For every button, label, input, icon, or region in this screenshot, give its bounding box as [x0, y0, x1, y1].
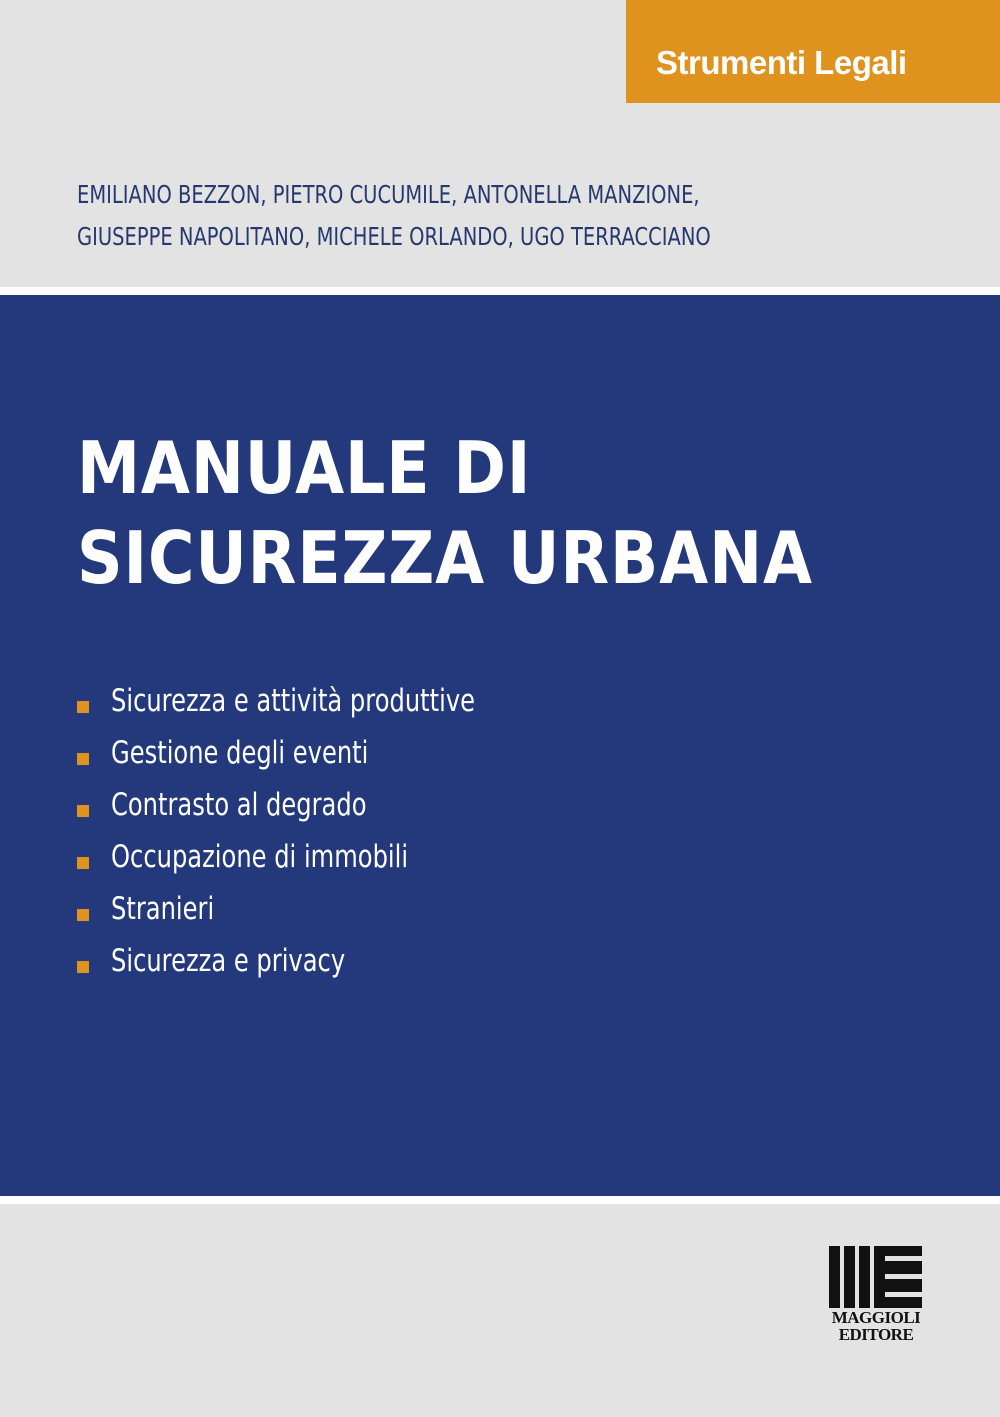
series-tab: [626, 0, 1000, 103]
publisher-name: MAGGIOLI: [831, 1308, 921, 1327]
bullet-icon: [77, 805, 89, 817]
topic-text: Sicurezza e privacy: [111, 943, 346, 979]
bullet-icon: [77, 961, 89, 973]
topic-text: Stranieri: [111, 891, 215, 927]
divider-top: [0, 287, 1000, 295]
bullet-icon: [77, 753, 89, 765]
publisher-logo: [826, 1246, 926, 1342]
topic-text: Contrasto al degrado: [111, 787, 367, 823]
publisher-subtitle: EDITORE: [838, 1325, 914, 1344]
topic-text: Occupazione di immobili: [111, 839, 409, 875]
bullet-icon: [77, 857, 89, 869]
book-title: [77, 423, 813, 603]
title-panel: [0, 295, 1000, 1196]
series-label: Strumenti Legali: [656, 44, 907, 81]
title-line-1: MANUALE DI: [77, 426, 532, 510]
author-line-2: GIUSEPPE NAPOLITANO, MICHELE ORLANDO, UGO TERRACCIANO: [77, 222, 711, 251]
bullet-icon: [77, 909, 89, 921]
bullet-icon: [77, 701, 89, 713]
author-list: [77, 174, 711, 258]
divider-bottom: [0, 1196, 1000, 1204]
title-line-2: SICUREZZA URBANA: [77, 516, 813, 600]
author-line-1: EMILIANO BEZZON, PIETRO CUCUMILE, ANTONELLA MANZIONE,: [77, 180, 700, 209]
topic-text: Gestione degli eventi: [111, 735, 369, 771]
topic-text: Sicurezza e attività produttive: [111, 683, 476, 719]
maggioli-logo-icon: [829, 1246, 922, 1308]
